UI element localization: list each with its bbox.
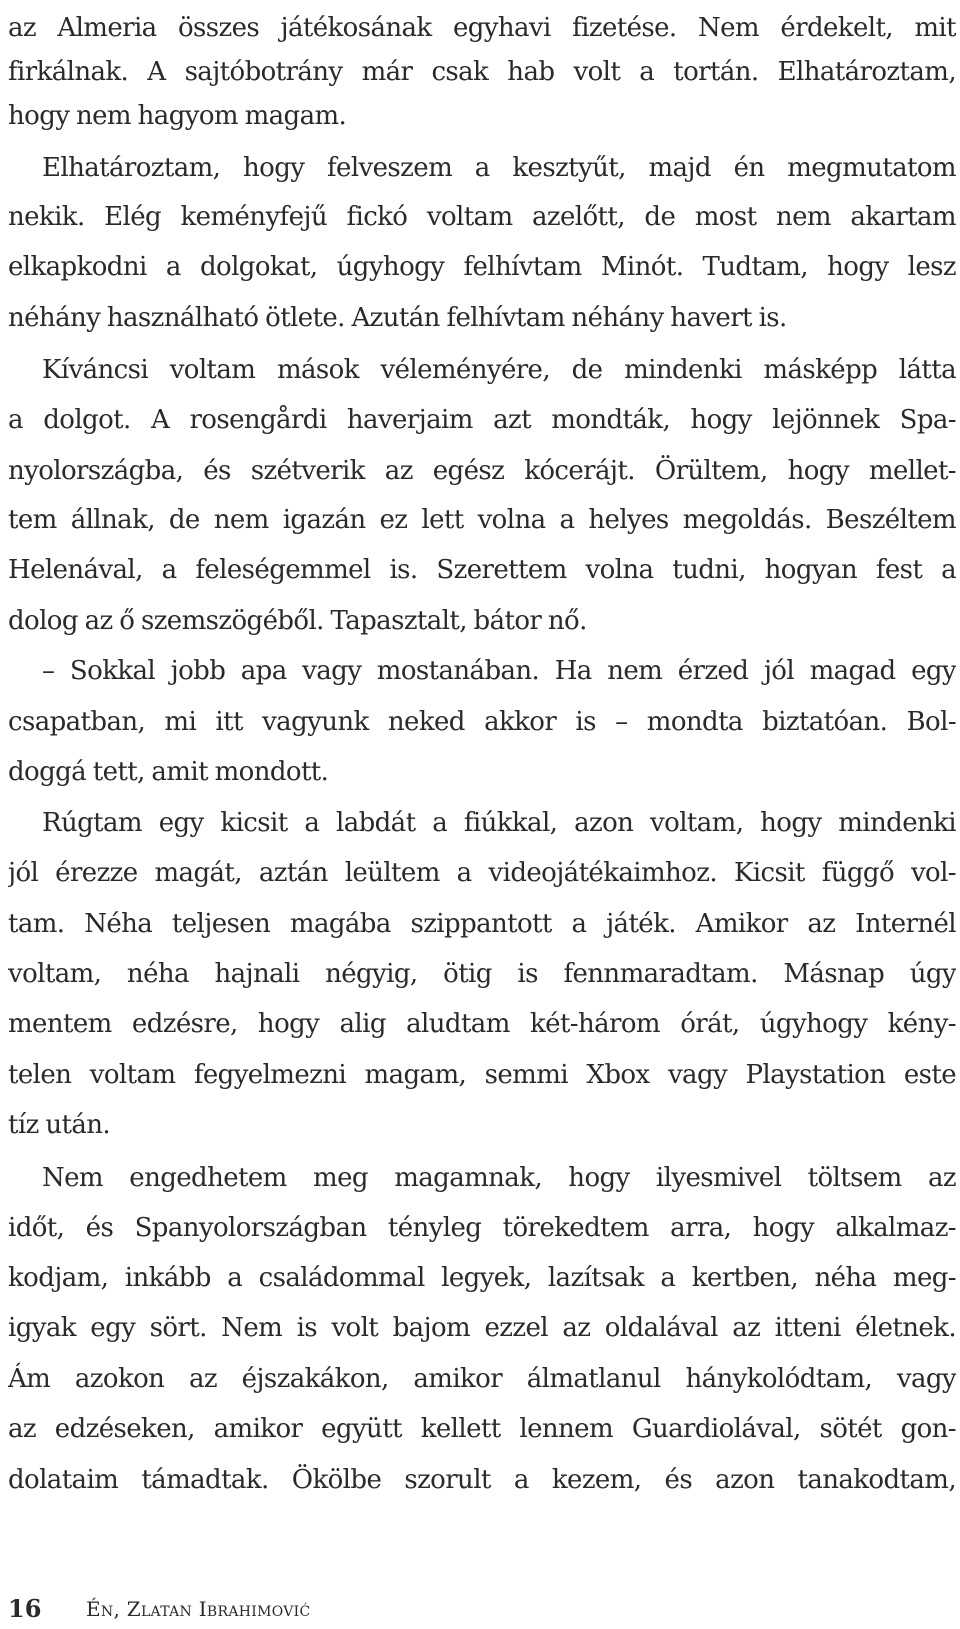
page-number: 16 [8, 1594, 42, 1623]
text-line: voltam, néha hajnali négyig, ötig is fennmaradtam. Másnap úgy [8, 959, 956, 989]
text-line: nyolországba, és szétverik az egész kócerájt. Örültem, hogy mellet- [8, 456, 956, 486]
text-line: doggá tett, amit mondott. [8, 757, 329, 787]
text-line: Elhatároztam, hogy felveszem a kesztyűt, majd én megmutatom [42, 153, 956, 183]
text-line: az Almeria összes játékosának egyhavi fizetése. Nem érdekelt, mit [8, 13, 956, 43]
text-line: az edzéseken, amikor együtt kellett lennem Guardiolával, sötét gon- [8, 1414, 956, 1444]
book-page [8, 0, 958, 1629]
text-line: tem állnak, de nem igazán ez lett volna a helyes megoldás. Beszéltem [8, 505, 956, 535]
text-line: tíz után. [8, 1110, 111, 1140]
text-line: – Sokkal jobb apa vagy mostanában. Ha nem érzed jól magad egy [42, 656, 956, 686]
text-line: Kíváncsi voltam mások véleményére, de mindenki másképp látta [42, 355, 956, 385]
text-line: néhány használható ötlete. Azután felhívtam néhány havert is. [8, 303, 787, 333]
text-line: elkapkodni a dolgokat, úgyhogy felhívtam Minót. Tudtam, hogy lesz [8, 252, 956, 282]
text-line: dolog az ő szemszögéből. Tapasztalt, bátor nő. [8, 606, 587, 636]
text-line: tam. Néha teljesen magába szippantott a játék. Amikor az Internél [8, 909, 956, 939]
text-line: Ám azokon az éjszakákon, amikor álmatlanul hánykolódtam, vagy [8, 1364, 956, 1394]
page-footer [8, 1592, 608, 1626]
running-head: Én, Zlatan Ibrahimović [86, 1597, 311, 1621]
text-line: jól érezze magát, aztán leültem a videojátékaimhoz. Kicsit függő vol- [8, 858, 956, 888]
text-line: mentem edzésre, hogy alig aludtam két-három órát, úgyhogy kény- [8, 1009, 956, 1039]
text-line: Rúgtam egy kicsit a labdát a fiúkkal, azon voltam, hogy mindenki [42, 808, 956, 838]
text-line: igyak egy sört. Nem is volt bajom ezzel az oldalával az itteni életnek. [8, 1313, 956, 1343]
text-line: nekik. Elég keményfejű fickó voltam azelőtt, de most nem akartam [8, 202, 956, 232]
text-line: hogy nem hagyom magam. [8, 101, 347, 131]
text-line: firkálnak. A sajtóbotrány már csak hab volt a tortán. Elhatároztam, [8, 57, 956, 87]
text-line: Helenával, a feleségemmel is. Szerettem volna tudni, hogyan fest a [8, 555, 956, 585]
text-line: dolataim támadtak. Ökölbe szorult a kezem, és azon tanakodtam, [8, 1465, 956, 1495]
text-line: időt, és Spanyolországban tényleg törekedtem arra, hogy alkalmaz- [8, 1213, 956, 1243]
text-line: kodjam, inkább a családommal legyek, lazítsak a kertben, néha meg- [8, 1263, 956, 1293]
text-line: Nem engedhetem meg magamnak, hogy ilyesmivel töltsem az [42, 1163, 956, 1193]
text-line: telen voltam fegyelmezni magam, semmi Xbox vagy Playstation este [8, 1060, 956, 1090]
text-line: csapatban, mi itt vagyunk neked akkor is – mondta biztatóan. Bol- [8, 707, 956, 737]
text-line: a dolgot. A rosengårdi haverjaim azt mondták, hogy lejönnek Spa- [8, 405, 956, 435]
